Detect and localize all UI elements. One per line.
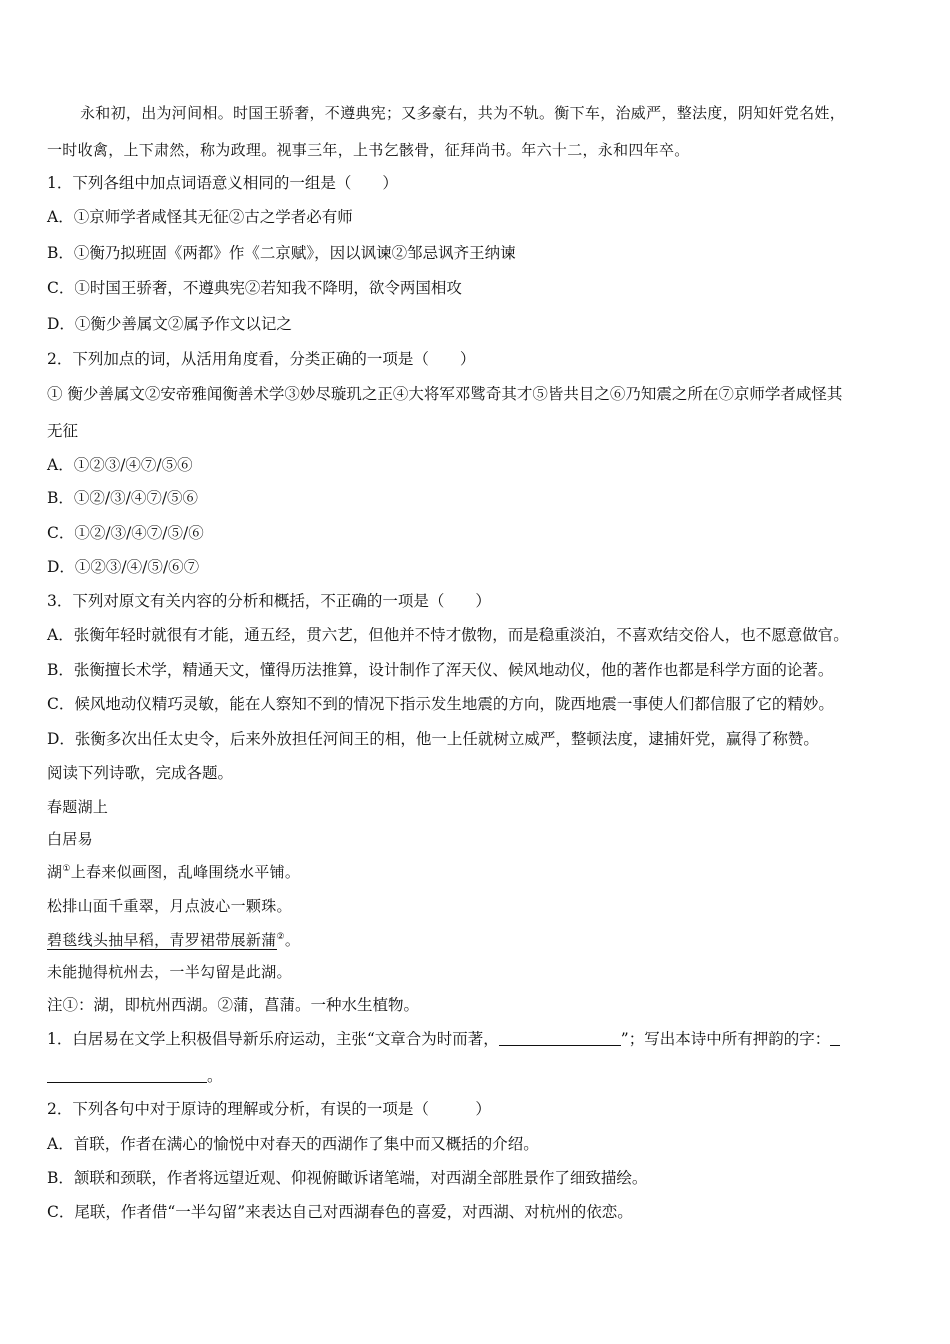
q1-stem: 1．下列各组中加点词语意义相同的一组是（ ）: [47, 174, 398, 192]
poem-line-4: 未能抛得杭州去，一半勾留是此湖。: [47, 963, 292, 981]
pq2-option-b: B．颔联和颈联，作者将远望近观、仰视俯瞰诉诸笔端，对西湖全部胜景作了细致描绘。: [47, 1169, 648, 1187]
q2-option-a: A．①②③/④⑦/⑤⑥: [47, 456, 193, 474]
q2-option-b: B．①②/③/④⑦/⑤⑥: [47, 489, 199, 507]
pq1-text-start: 1．白居易在文学上积极倡导新乐府运动，主张“文章合为时而著，: [47, 1030, 499, 1048]
pq2-option-a: A．首联，作者在满心的愉悦中对春天的西湖作了集中而又概括的介绍。: [47, 1135, 539, 1153]
passage-line-2: 一时收禽，上下肃然，称为政理。视事三年，上书乞骸骨，征拜尚书。年六十二，永和四年卒。: [47, 141, 690, 159]
poem-line-1: [47, 862, 912, 882]
footnote-marker-2: ②: [276, 932, 285, 942]
q1-option-d: D．①衡少善属文②属予作文以记之: [47, 315, 292, 333]
pq2-stem: 2．下列各句中对于原诗的理解或分析，有误的一项是（ ）: [47, 1100, 491, 1118]
answer-blank-2[interactable]: [47, 1067, 207, 1083]
passage-line-1: 永和初，出为河间相。时国王骄奢，不遵典宪；又多豪右，共为不轨。衡下车，治威严，整法度，阴知奸党名姓，: [80, 104, 846, 122]
q1-option-b: B．①衡乃拟班固《两都》作《二京赋》，因以讽谏②邹忌讽齐王纳谏: [47, 244, 516, 262]
pq1-line-1: [47, 1029, 912, 1049]
q2-option-d: D．①②③/④/⑤/⑥⑦: [47, 558, 200, 576]
q2-option-c: C．①②/③/④⑦/⑤/⑥: [47, 524, 204, 542]
q2-items-line-2: 无征: [47, 422, 79, 440]
poem-line-1-rest: 上春来似画图，乱峰围绕水平铺。: [70, 863, 301, 881]
q3-option-d: D．张衡多次出任太史令，后来外放担任河间王的相，他一上任就树立威严，整顿法度，逮捕奸党，赢得了称赞。: [47, 730, 819, 748]
pq1-text-end: 。: [207, 1067, 223, 1085]
poem-author: 白居易: [47, 830, 93, 848]
q3-stem: 3．下列对原文有关内容的分析和概括，不正确的一项是（ ）: [47, 592, 491, 610]
poem-line-3-end: 。: [284, 931, 301, 949]
answer-blank-1[interactable]: [499, 1030, 621, 1046]
q3-option-b: B．张衡擅长术学，精通天文，懂得历法推算，设计制作了浑天仪、候风地动仪，他的著作也都是科学方面的论著。: [47, 661, 834, 679]
q3-option-a: A．张衡年轻时就很有才能，通五经，贯六艺，但他并不恃才傲物，而是稳重淡泊，不喜欢结交俗人，也不愿意做官。: [47, 626, 849, 644]
poem-line-1-start: 湖: [47, 863, 63, 881]
poem-title: 春题湖上: [47, 798, 109, 816]
q2-stem: 2．下列加点的词，从活用角度看，分类正确的一项是（ ）: [47, 350, 476, 368]
poem-notes: 注①：湖，即杭州西湖。②蒲，菖蒲。一种水生植物。: [47, 996, 420, 1014]
q1-option-a: A．①京师学者咸怪其无征②古之学者必有师: [47, 208, 353, 226]
poem-intro: 阅读下列诗歌，完成各题。: [47, 764, 234, 782]
q1-option-c: C．①时国王骄奢，不遵典宪②若知我不降明，欲令两国相攻: [47, 279, 462, 297]
answer-blank-2-start[interactable]: [830, 1030, 840, 1046]
poem-line-2: 松排山面千重翠，月点波心一颗珠。: [47, 897, 292, 915]
q2-items-line-1: ① 衡少善属文②安帝雅闻衡善术学③妙尽璇玑之正④大将军邓骘奇其才⑤皆共目之⑥乃知震之所在⑦京师学者咸怪其: [47, 385, 843, 403]
poem-line-3-underlined: 碧毯线头抽早稻，青罗裙带展新蒲: [47, 931, 277, 949]
footnote-marker-1: ①: [62, 864, 71, 874]
q3-option-c: C．候风地动仪精巧灵敏，能在人察知不到的情况下指示发生地震的方向，陇西地震一事使人们都信服了它的精妙。: [47, 695, 834, 713]
pq2-option-c: C．尾联，作者借“一半勾留”来表达自己对西湖春色的喜爱，对西湖、对杭州的依恋。: [47, 1203, 633, 1221]
poem-line-3: [47, 930, 912, 950]
pq1-line-2: [47, 1066, 912, 1086]
pq1-text-mid: ”；写出本诗中所有押韵的字：: [620, 1030, 831, 1048]
